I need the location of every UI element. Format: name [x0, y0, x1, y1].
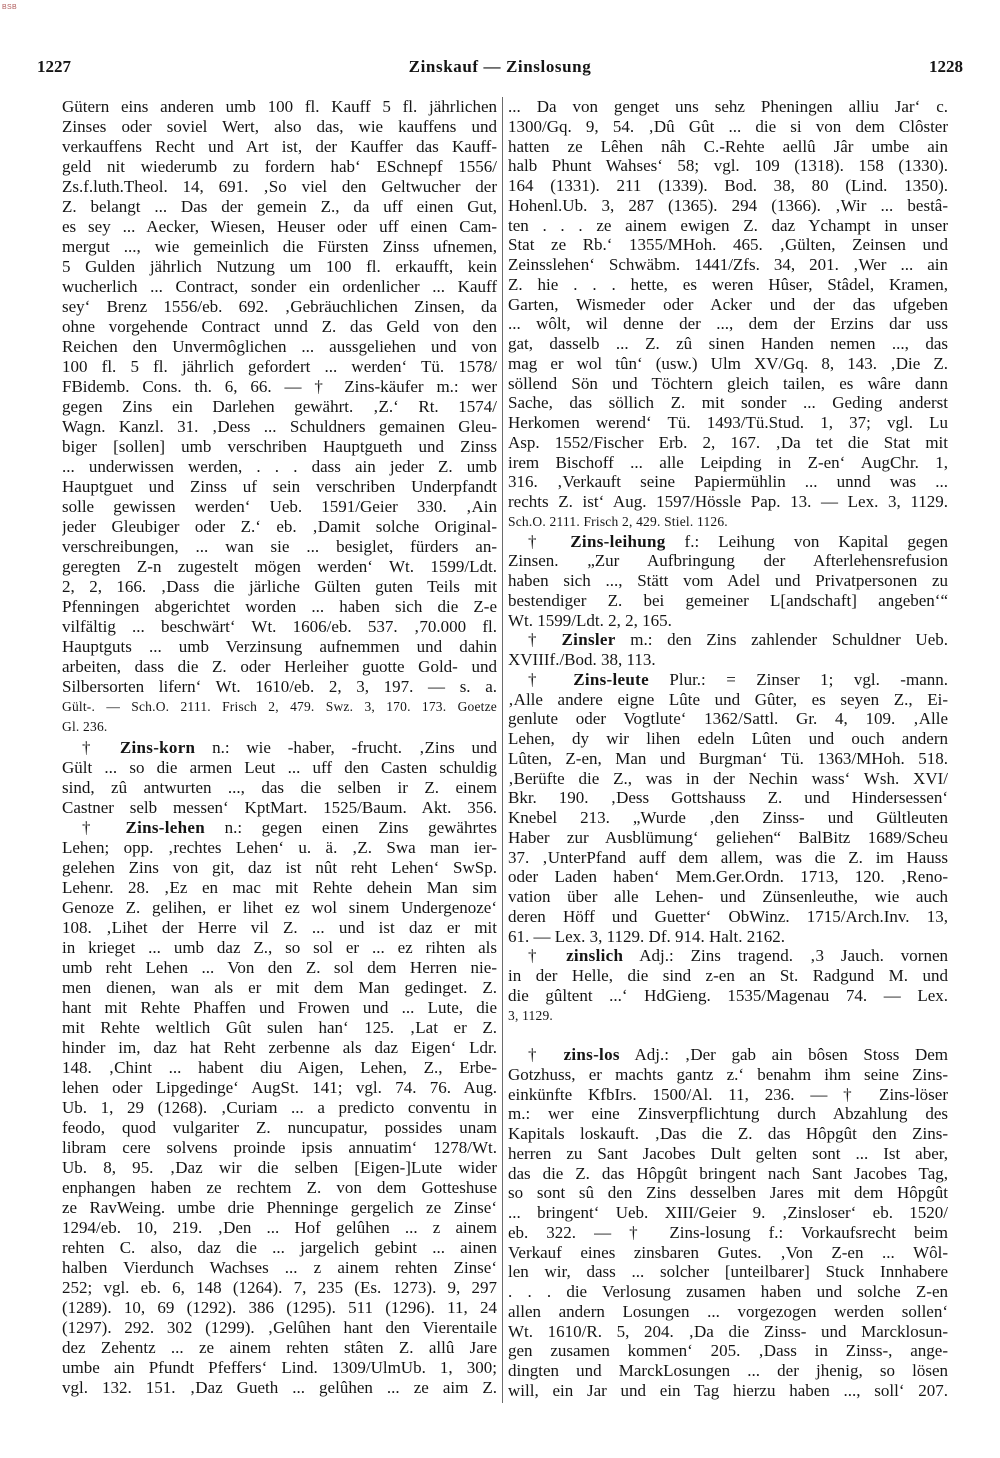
- text-line: Hauptguet und Zinss uf sein verschriben Underpfandt: [62, 477, 497, 497]
- text-line: Lehen, dy wir lihen edeln Lûten und ouch andern: [508, 729, 948, 748]
- text-line: Zinses oder soviel Wert, also das, wie kauffens und: [62, 117, 497, 137]
- text-line: will, ein Jar und ein Tag hierzu haben ..., soll‘ 207.: [508, 1380, 948, 1400]
- column-divider: [502, 97, 503, 1403]
- text-line: libram cere solvens proinde ipsis annuatim‘ 1278/Wt.: [62, 1137, 497, 1157]
- entry-headword: Zins-lehen: [125, 817, 205, 837]
- text-line: XVIIIf./Bod. 38, 113.: [508, 650, 656, 669]
- text-line: es sey ... Aecker, Wiesen, Heuser oder uff einen Cam-: [62, 217, 497, 237]
- entry-text: Adj.: ‚Der gab ain bôsen Stoss Dem: [619, 1045, 948, 1064]
- text-line: Gült ... so die armen Leut ... uff den Casten schuldig: [62, 757, 497, 777]
- text-line: halben Vierdunch Wachses ... z ainem rehten Zinse‘: [62, 1257, 497, 1277]
- text-line: 61. — Lex. 3, 1129. Df. 914. Halt. 2162.: [508, 926, 786, 946]
- text-line: allen andern Losungen ... vorgezogen werden sollen‘: [508, 1301, 948, 1321]
- text-line: sey‘ Brenz 1556/eb. 692. ‚Gebräuchlichen Zinsen, da: [62, 297, 497, 317]
- entry-headword: zinslich: [566, 946, 624, 966]
- text-line: (1289). 10, 69 (1292). 386 (1295). 511 (1296). 11, 24: [62, 1297, 497, 1317]
- text-line: söllend Sön und Töchtern gleich tailen, es wâre dann: [508, 373, 948, 393]
- text-line: umbe ain Pfundt Pfeffers‘ Lind. 1309/UlmUb. 1, 300;: [62, 1357, 497, 1377]
- entry-headword: Zinsler: [561, 630, 616, 650]
- text-line: solle gewissen werden‘ Ueb. 1591/Geier 330. ‚Ain: [62, 497, 497, 517]
- text-line: Lehen; opp. ‚rechtes Lehen‘ u. ä. ‚Z. Swa man ier-: [62, 837, 497, 857]
- text-line: halb Phunt Wahses‘ 58; vgl. 109 (1318). 158 (1330).: [508, 156, 948, 176]
- text-line: wucherlich ... Contract, sonder ein ordenlicher ... Kauff: [62, 277, 497, 297]
- entry-headword: Zins-korn: [119, 737, 196, 757]
- entry-text: n.: gegen einen Zins gewährtes: [204, 817, 497, 837]
- text-line: Zs.f.luth.Theol. 14, 691. ‚So viel den Geltwucher der: [62, 177, 497, 197]
- text-line: Hohenl.Ub. 3, 287 (1365). 294 (1366). ‚Wir ... bestâ-: [508, 195, 948, 215]
- text-line: bestendiger Z. bei gemeiner L[andschaft] angeben‘“: [508, 590, 948, 610]
- text-line: Hauptguts ... umb Verzinsung aufnemmen und dahin: [62, 637, 497, 657]
- text-line: Kapitals loskauft. ‚Das die Z. das Hôpgût den Zins-: [508, 1124, 948, 1143]
- entry-dagger: †: [528, 531, 571, 551]
- text-line: [508, 1045, 948, 1065]
- text-line: Sache, das söllich Z. mit sonder ... Geding anderst: [508, 393, 948, 413]
- library-watermark: BSB: [2, 4, 17, 11]
- text-line: m.: wer eine Zinsverpflichtung durch Abzahlung des: [508, 1104, 948, 1124]
- text-line: gegen Zins ein Darlehen gewährt. ‚Z.‘ Rt. 1574/: [62, 397, 497, 417]
- text-line: geld nit wiederumb zu fordern hab‘ ESchnepf 1556/: [62, 157, 497, 177]
- text-line: ten . . . ze ainem ewigen Z. daz Ychampt in unser: [508, 215, 948, 235]
- entry-text: Plur.: = Zinser 1; vgl. -mann.: [648, 669, 948, 689]
- text-line: Gotzhuss, er machts gantz z.‘ benahm ihm seine Zins-: [508, 1064, 948, 1084]
- text-line: 5 Gulden jährlich Nutzung um 100 fl. erkaufft, kein: [62, 257, 497, 277]
- text-line: Stat ze Rb.‘ 1355/MHoh. 465. ‚Gülten, Zeinsen und: [508, 235, 948, 255]
- text-line: Gl. 236.: [62, 719, 108, 735]
- text-line: irem Bischoff ... alle Leipding in Z-en‘ AugChr. 1,: [508, 452, 948, 472]
- text-line: (1297). 292. 302 (1299). ‚Gelûhen hant den Vierentaile: [62, 1317, 497, 1337]
- entry-dagger: †: [528, 669, 574, 689]
- text-line: ohne vorgehende Contract unnd Z. das Geld von den: [62, 317, 497, 337]
- text-line: feodo, quod vulgariter Z. nuncupatur, possides unam: [62, 1117, 497, 1137]
- text-line: Pfenningen abgerichtet worden ... haben sich die Z-e: [62, 597, 497, 617]
- text-line: eb. 322. — † Zins-losung f.: Vorkaufsrecht beim: [508, 1222, 948, 1242]
- text-line: . . . die Verlosung zusamen haben und solche Z-en: [508, 1282, 948, 1301]
- text-line: vgl. 132. 151. ‚Daz Gueth ... gelûhen ... ze aim Z.: [62, 1378, 497, 1397]
- text-line: verkauffens Recht und Art ist, der Kauffer das Kauff-: [62, 137, 497, 157]
- text-line: Lûten, Z-en, Man und Burgman‘ Tü. 1363/MHoh. 518.: [508, 748, 948, 768]
- text-line: Wt. 1599/Ldt. 2, 2, 165.: [508, 610, 672, 630]
- running-title: Zinskauf — Zinslosung: [408, 57, 592, 76]
- text-line: Bkr. 190. ‚Dess Gottshauss Z. und Hindersessen‘: [508, 788, 948, 808]
- text-line: das die Z. das Hôpgût bringent nach Sant Jacobes Tag,: [508, 1163, 948, 1183]
- text-line: umb reht Lehen ... Von den Z. sol dem Herren nie-: [62, 957, 497, 977]
- entry-dagger: †: [528, 630, 562, 650]
- text-line: 2, 2, 166. ‚Dass die järliche Gülten guten Teils mit: [62, 577, 497, 597]
- text-line: [508, 670, 948, 690]
- text-line: 1300/Gq. 9, 54. ‚Dû Gût ... die si von dem Clôster: [508, 116, 948, 136]
- text-line: [508, 532, 948, 552]
- text-line: gelehen Zins von git, daz ist nût reht Lehen‘ SwSp.: [62, 857, 497, 877]
- entry-dagger: †: [82, 737, 120, 757]
- text-line: Ub. 8, 95. ‚Daz wir die selben [Eigen-]Lute wider: [62, 1157, 497, 1177]
- text-line: in krieget ... umb daz Z., so sol er ... ez rihten als: [62, 937, 497, 957]
- entry-text: f.: Leihung von Kapital gegen: [665, 531, 948, 551]
- text-line: geregten Z-n zugestelt mögen werden‘ Wt. 1599/Ldt.: [62, 557, 497, 577]
- text-line: jeder Gleubiger oder Z.‘ eb. ‚Damit solche Original-: [62, 517, 497, 537]
- text-line: mergut ..., wie gemeinlich die Fürsten Zinss ufnemen,: [62, 237, 497, 257]
- text-line: haben sich ..., Stätt vom Adel und Privatpersonen zu: [508, 571, 948, 590]
- text-line: in der Helle, die sind z-en an St. Radgund M. und: [508, 966, 948, 985]
- entry-text: m.: den Zins zahlender Schuldner Ueb.: [615, 630, 948, 650]
- text-line: Z. hie . . . hette, es weren Hûser, Stâdel, Kramen,: [508, 274, 948, 294]
- entry-headword: Zins-leute: [573, 669, 649, 689]
- text-line: Z. belangt ... Das der gemein Z., da uff einen Gut,: [62, 197, 497, 217]
- text-line: oder Laden haben‘ Mem.Ger.Ordn. 1713, 120. ‚Reno-: [508, 867, 948, 887]
- text-line: gat, dasselb ... Z. zû sinen Handen nemen ..., das: [508, 334, 948, 353]
- page-number-right: 1228: [929, 57, 963, 76]
- page-number-left: 1227: [37, 57, 71, 76]
- text-line: [62, 738, 497, 758]
- entry-text: Adj.: Zins tragend. ‚3 Jauch. vornen: [623, 946, 948, 966]
- text-line: so sont sû den Zins desselben Jares mit dem Hôpgût: [508, 1183, 948, 1203]
- text-line: Zinsen. „Zur Aufbringung der Afterlehensrefusion: [508, 551, 948, 571]
- entry-dagger: †: [528, 1045, 564, 1064]
- text-line: hinder im, daz hat Reht zerbenne als daz Eigen‘ Ldr.: [62, 1037, 497, 1057]
- text-line: Gült-. — Sch.O. 2111. Frisch 2, 479. Swz. 3, 170. 173. Goetze: [62, 699, 497, 715]
- text-line: 37. ‚UnterPfand auff dem allem, was die Z. im Hauss: [508, 847, 948, 867]
- text-line: deren Höff und Guetter‘ ObWinz. 1715/Arch.Inv. 13,: [508, 906, 948, 926]
- text-line: ‚Berüfte die Z., was in der Nechin wass‘ Wsh. XVI/: [508, 768, 948, 788]
- text-line: [508, 630, 948, 650]
- entry-text: n.: wie -haber, -frucht. ‚Zins und: [195, 737, 497, 757]
- text-line: dez Zehentz ... ze ainem rehten stâten Z. allû Jare: [62, 1337, 497, 1357]
- entry-headword: Zins-leihung: [570, 531, 666, 551]
- text-line: vilfältig ... beschwärt‘ Wt. 1606/eb. 537. ‚70.000 fl.: [62, 617, 497, 637]
- text-line: 3, 1129.: [508, 1007, 553, 1023]
- text-line: Garten, Wismeder oder Acker und der das ufgeben: [508, 294, 948, 314]
- text-line: Knebel 213. „Wurde ‚den Zinss- und Gültleuten: [508, 808, 948, 827]
- text-line: rehten C. also, daz die ... jargelich gebint ... ainen: [62, 1237, 497, 1257]
- text-line: enphangen haben ze rechtem Z. von dem Gotteshuse: [62, 1177, 497, 1197]
- text-line: 164 (1331). 211 (1339). Bod. 38, 80 (Lind. 1350).: [508, 176, 948, 195]
- text-line: ... Da von genget uns sehz Pheningen alliu Jar‘ c.: [508, 97, 948, 116]
- text-line: rechts Z. ist‘ Aug. 1597/Hössle Pap. 13. — Lex. 3, 1129.: [508, 492, 948, 511]
- text-line: Castner selb messen‘ KptMart. 1525/Baum. Akt. 356.: [62, 797, 497, 817]
- text-line: [508, 946, 948, 966]
- text-line: 100 fl. 5 fl. jährlich gefordert ... werden‘ Tü. 1578/: [62, 357, 497, 377]
- entry-headword: zins-los: [563, 1045, 620, 1064]
- text-line: hatten ze Lêhen nâh C.-Rehte aellû Jâr umbe ain: [508, 136, 948, 156]
- text-line: FBidemb. Cons. th. 6, 66. — † Zins-käufer m.: wer: [62, 377, 497, 397]
- text-line: ‚Alle andere eigne Lûte und Gûter, es seyen Z., Ei-: [508, 689, 948, 709]
- text-line: dingten und MarckLosungen ... der jhenig, so lösen: [508, 1361, 948, 1380]
- text-line: vation über alle Lehen- und Zünsenleuthe, wie auch: [508, 887, 948, 906]
- text-line: Asp. 1552/Fischer Erb. 2, 167. ‚Da tet die Stat mit: [508, 432, 948, 452]
- text-line: gen zusamen kommen‘ 205. ‚Dass in Zinss-, ange-: [508, 1341, 948, 1361]
- text-line: arbeiten, dass die Z. oder Herleiher guotte Gold- und: [62, 657, 497, 677]
- text-line: einkünfte KfbIrs. 1500/Al. 11, 236. — † Zins-löser: [508, 1084, 948, 1104]
- text-line: verschreibungen, ... wan sie ... besiglet, fürders an-: [62, 537, 497, 557]
- text-line: Lehenr. 28. ‚Ez en mac mit Rehte dehein Man sim: [62, 877, 497, 897]
- entry-dagger: †: [528, 946, 567, 966]
- text-line: Silbersorten lifern‘ Wt. 1610/eb. 2, 3, 197. — s. a.: [62, 677, 497, 697]
- left-column: [62, 97, 497, 1398]
- text-line: Reichen den Unvermôglichen ... aussgeliehen und von: [62, 337, 497, 357]
- entry-dagger: †: [82, 817, 126, 837]
- text-line: ... wôlt, wil denne der ..., dem der Erzins dar uss: [508, 314, 948, 334]
- text-line: Wagn. Kanzl. 31. ‚Dess ... Schuldners gemainen Gleu-: [62, 417, 497, 437]
- text-line: hant mit Rehte Phaffen und Frowen und ... Lute, die: [62, 997, 497, 1017]
- right-column: [508, 97, 948, 1401]
- text-line: Genoze Z. gelihen, er lihet ez wol sinem Undergenoze‘: [62, 897, 497, 917]
- text-line: 148. ‚Chint ... habent diu Aigen, Lehen, Z., Erbe-: [62, 1057, 497, 1077]
- text-line: lehen oder Lipgedinge‘ AugSt. 141; vgl. 74. 76. Aug.: [62, 1077, 497, 1097]
- text-line: 252; vgl. eb. 6, 148 (1264). 7, 235 (Es. 1273). 9, 297: [62, 1277, 497, 1297]
- text-line: mit Rehte weltlich Gût sulen han‘ 125. ‚Lat er Z.: [62, 1017, 497, 1037]
- text-line: 1294/eb. 10, 219. ‚Den ... Hof gelûhen ... z ainem: [62, 1217, 497, 1237]
- text-line: mag er wol tûn‘ (usw.) Ulm XV/Gq. 8, 143. ‚Die Z.: [508, 353, 948, 373]
- text-line: Verkauf eines zinsbaren Gutes. ‚Von Z-en ... Wôl-: [508, 1242, 948, 1262]
- text-line: ze RavWeing. umbe drie Phenninge gergelich ze Zinse‘: [62, 1197, 497, 1217]
- text-line: 316. ‚Verkauft seine Papiermühlin ... unnd was ...: [508, 472, 948, 492]
- text-line: 108. ‚Lihet der Herre vil Z. ... und ist daz er mit: [62, 917, 497, 937]
- text-line: len wir, dass ... solcher [unteilbarer] Stuck Innhabere: [508, 1262, 948, 1282]
- text-line: sind, zû antwurten ..., das die selben ir Z. einem: [62, 777, 497, 797]
- text-line: ... bringent‘ Ueb. XIII/Geier 9. ‚Zinsloser‘ eb. 1520/: [508, 1203, 948, 1222]
- text-line: biger [sollen] umb verschriben Hauptgueth und Zinss: [62, 437, 497, 457]
- text-line: Ub. 1, 29 (1268). ‚Curiam ... a predicto conventu in: [62, 1097, 497, 1117]
- text-line: Sch.O. 2111. Frisch 2, 429. Stiel. 1126.: [508, 513, 728, 529]
- text-line: ... underwissen werden, . . . dass ain jeder Z. umb: [62, 457, 497, 477]
- text-line: Herkomen werend‘ Tü. 1493/Tü.Stud. 1, 37; vgl. Lu: [508, 413, 948, 432]
- text-line: die gûltent ...‘ HdGieng. 1535/Magenau 74. — Lex.: [508, 985, 948, 1005]
- text-line: Gütern eins anderen umb 100 fl. Kauff 5 fl. jährlichen: [62, 97, 497, 116]
- entry-gap: [508, 1025, 948, 1045]
- text-line: men dienen, wan als er mit dem Man gedinget. Z.: [62, 977, 497, 997]
- text-line: genlute oder Vogtlute‘ 1362/Sattl. Gr. 4, 109. ‚Alle: [508, 709, 948, 729]
- text-line: herren zu Sant Jacobes Dult gelten sont ... Ist aber,: [508, 1143, 948, 1163]
- text-line: Wt. 1610/R. 5, 204. ‚Da die Zinss- und Marcklosun-: [508, 1321, 948, 1341]
- text-line: Zeinsslehen‘ Schwäbm. 1441/Zfs. 34, 201. ‚Wer ... ain: [508, 255, 948, 274]
- text-line: [62, 818, 497, 838]
- text-line: Haber zur Ausblümung‘ geliehen“ BalBitz 1689/Scheu: [508, 827, 948, 847]
